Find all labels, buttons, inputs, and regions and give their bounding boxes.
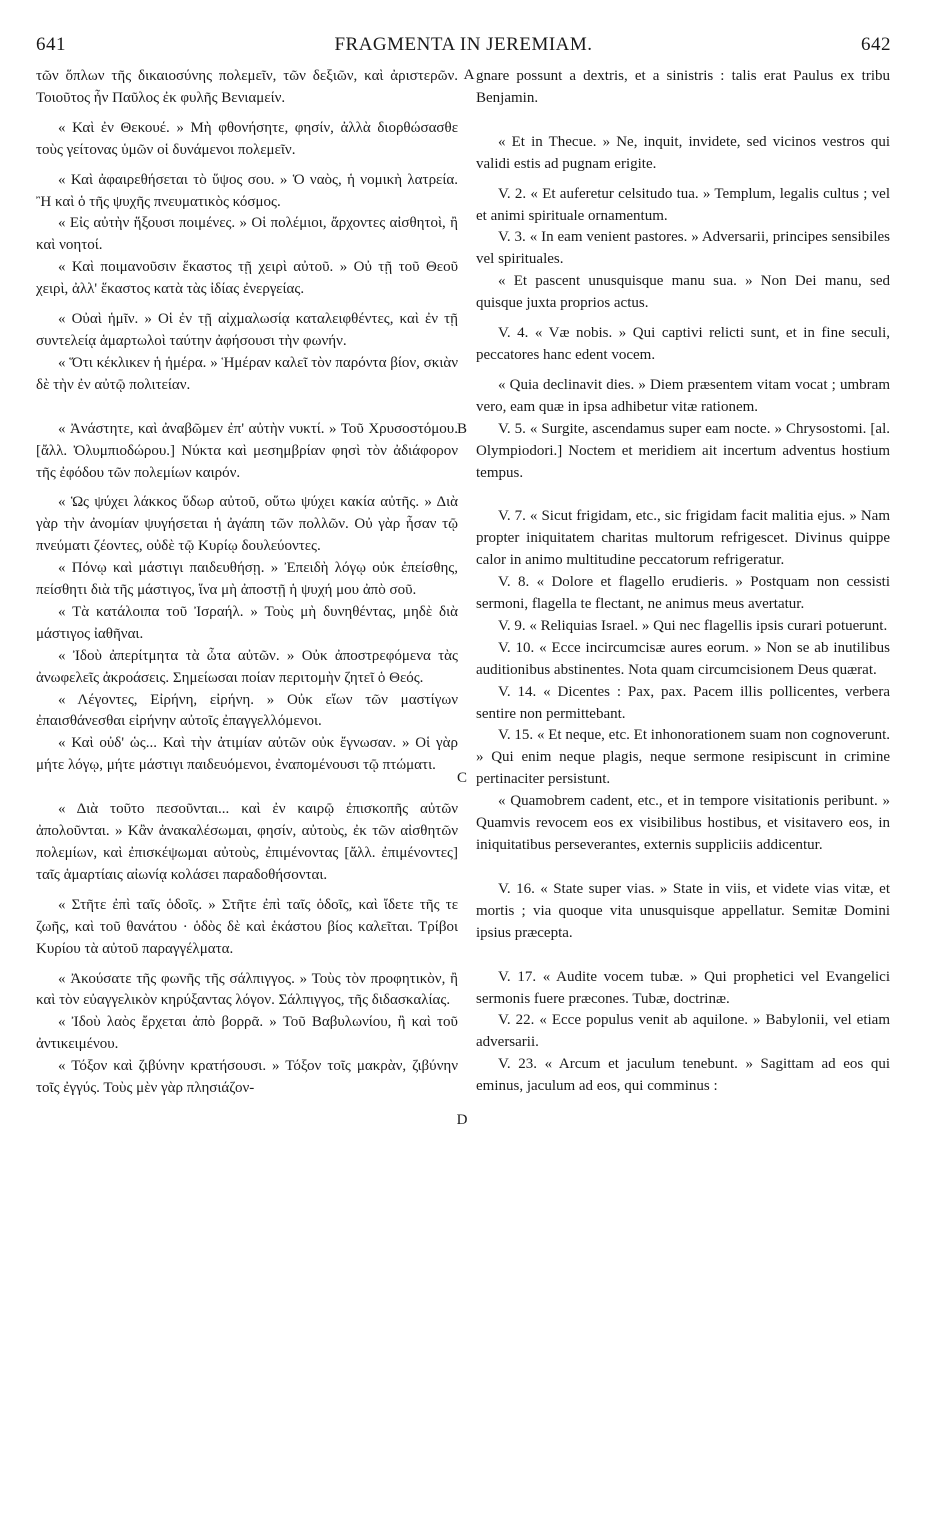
greek-paragraph: « Λέγοντες, Εἰρήνη, εἰρήνη. » Οὐκ εἴων τῶν μαστίγων ἐπαισθάνεσθαι εἰρήνην αὐτοῖς ἐπαγγελλόμενοι.	[36, 691, 458, 730]
latin-paragraph: V. 9. « Reliquias Israel. » Qui nec flagellis ipsis curari potuerunt.	[498, 617, 888, 634]
latin-paragraph: V. 2. « Et auferetur celsitudo tua. » Templum, legalis cultus ; vel et animi spirituale ornamentum.	[476, 185, 890, 224]
latin-paragraph: gnare possunt a dextris, et a sinistris : talis erat Paulus ex tribu Benjamin.	[476, 68, 890, 106]
latin-paragraph: V. 3. « In eam venient pastores. » Adversarii, principes sensibiles vel spirituales.	[476, 229, 890, 268]
greek-paragraph: « Οὐαὶ ἡμῖν. » Οἱ ἐν τῇ αἰχμαλωσίᾳ καταλειφθέντες, καὶ ἐν τῇ συντελείᾳ ἁμαρτωλοὶ ταύτην ἀφήσουσι τὴν φωνήν.	[36, 311, 458, 349]
greek-paragraph: « Πόνῳ καὶ μάστιγι παιδευθήσῃ. » Ἐπειδὴ λόγῳ οὐκ ἐπείσθης, πείσθητι διὰ τῆς μάστιγος, ἵνα μὴ ἀποστῇ ἡ ψυχή μου ἀπὸ σοῦ.	[36, 560, 458, 599]
greek-paragraph: τῶν ὅπλων τῆς δικαιοσύνης πολεμεῖν, τῶν δεξιῶν, καὶ ἀριστερῶν. Τοιοῦτος ἦν Παῦλος ἐκ φυλῆς Βενιαμείν.	[36, 68, 458, 106]
greek-paragraph: « Ὡς ψύχει λάκκος ὕδωρ αὐτοῦ, οὕτω ψύχει κακία αὐτῆς. » Διὰ γὰρ τὴν ἀνομίαν ψυγήσεται ἡ ἀγάπη τῶν πολλῶν. Οὐ γὰρ ἦσαν τῷ πνεύματι ζέοντες, οὐδὲ τῷ Κυρίῳ δουλεύοντες.	[36, 494, 458, 555]
latin-paragraph: « Quia declinavit dies. » Diem præsentem vitam vocat ; umbram vero, eam quæ in ipsa adhibetur vitæ rationem.	[476, 376, 890, 415]
latin-paragraph: « Et pascent unusquisque manu sua. » Non Dei manu, sed quisque juxta proprios actus.	[476, 273, 890, 312]
page-title: FRAGMENTA IN JEREMIAM.	[334, 34, 593, 55]
margin-letter-c: C	[456, 770, 467, 786]
latin-paragraph: « Et in Thecue. » Ne, inquit, invidete, sed vicinos vestros qui validi estis ad pugnam erigite.	[476, 133, 890, 172]
latin-paragraph: V. 7. « Sicut frigidam, etc., sic frigidam facit malitia ejus. » Nam propter iniquitatem charitas multorum refrigescet. Divinus quippe calor in animo multitudine peccatorum refrigeratur.	[476, 508, 890, 569]
greek-paragraph: « Ὅτι κέκλικεν ἡ ἡμέρα. » Ἡμέραν καλεῖ τὸν παρόντα βίον, σκιὰν δὲ τὴν ἐν αὐτῷ πολιτείαν.	[36, 354, 458, 393]
greek-paragraph: « Καὶ ποιμανοῦσιν ἕκαστος τῇ χειρὶ αὐτοῦ. » Οὐ τῇ τοῦ Θεοῦ χειρὶ, ἀλλ' ἕκαστος κατὰ τὰς ἰδίας ἐνεργείας.	[36, 259, 458, 298]
greek-paragraph: « Καὶ οὐδ' ὡς... Καὶ τὴν ἀτιμίαν αὐτῶν οὐκ ἔγνωσαν. » Οἱ γὰρ μήτε λόγῳ, μήτε μάστιγι παιδευόμενοι, ἐναπομένουσι τῷ πτώματι.	[36, 735, 458, 774]
latin-paragraph: V. 23. « Arcum et jaculum tenebunt. » Sagittam ad eos qui eminus, jaculum ad eos, qui comminus :	[476, 1056, 890, 1095]
running-header	[36, 34, 891, 62]
greek-paragraph: « Ἀκούσατε τῆς φωνῆς τῆς σάλπιγγος. » Τοὺς τὸν προφητικὸν, ἢ καὶ τὸν εὐαγγελικὸν κηρύξαντας λόγον. Σάλπιγγος, τῆς διδασκαλίας.	[36, 970, 458, 1009]
latin-paragraph: V. 14. « Dicentes : Pax, pax. Pacem illis pollicentes, verbera sentire non permittebant.	[476, 683, 890, 722]
right-page-number: 642	[861, 34, 891, 55]
latin-paragraph: V. 10. « Ecce incircumcisæ aures eorum. » Non se ab inutilibus auditionibus abstinentes. Nota quam circumcisionem Deus quærat.	[476, 639, 890, 678]
latin-paragraph: « Quamobrem cadent, etc., et in tempore visitationis peribunt. » Quamvis revocem eos ex visibilibus hostibus, et visitavero eos, in iniquitatibus perseverantes, externis suppliciis addicentur.	[476, 793, 890, 853]
greek-paragraph: « Τόξον καὶ ζιβύνην κρατήσουσι. » Τόξον τοῖς μακρὰν, ζιβύνην τοῖς ἐγγύς. Τοὺς μὲν γὰρ πλησιάζον-	[36, 1058, 458, 1097]
greek-paragraph: « Διὰ τοῦτο πεσοῦνται... καὶ ἐν καιρῷ ἐπισκοπῆς αὐτῶν ἀπολοῦνται. » Κἂν ἀνακαλέσωμαι, φησίν, αὐτοὺς, ἐκ τῶν αἰσθητῶν πολεμίων, καὶ ἐπισκέψωμαι αὐτοὺς, ἐπιμένοντας [ἄλλ. ἐπιμένοντες] ταῖς ἁμαρτίαις αἰωνίᾳ κολάσει παραδοθήσονται.	[36, 801, 458, 883]
margin-letter-b: B	[456, 421, 467, 437]
latin-paragraph: V. 17. « Audite vocem tubæ. » Qui prophetici vel Evangelici sermonis fuere præcones. Tubæ, doctrinæ.	[476, 968, 890, 1007]
greek-paragraph: « Καὶ ἀφαιρεθήσεται τὸ ὕψος σου. » Ὁ ναὸς, ἡ νομικὴ λατρεία. Ἢ καὶ ὁ τῆς ψυχῆς πνευματικὸς κόσμος.	[36, 171, 458, 210]
greek-paragraph: « Τὰ κατάλοιπα τοῦ Ἰσραήλ. » Τοὺς μὴ δυνηθέντας, μηδὲ διὰ μάστιγος ἰαθῆναι.	[36, 603, 458, 642]
margin-letter-a: A	[463, 67, 475, 83]
margin-letter-d: D	[456, 1112, 468, 1128]
latin-paragraph: V. 22. « Ecce populus venit ab aquilone. » Babylonii, vel etiam adversarii.	[476, 1012, 890, 1051]
left-page-number: 641	[36, 34, 66, 55]
greek-paragraph: « Ἰδοὺ ἀπερίτμητα τὰ ὦτα αὐτῶν. » Οὐκ ἀποστρεφόμενα τὰς ἀνωφελεῖς ἀκροάσεις. Σημείωσαι ποίαν περιτομὴν ζητεῖ ὁ Θεός.	[36, 647, 458, 686]
greek-paragraph: « Ἰδοὺ λαὸς ἔρχεται ἀπὸ βορρᾶ. » Τοῦ Βαβυλωνίου, ἢ καὶ τοῦ ἀντικειμένου.	[36, 1014, 458, 1053]
greek-column	[36, 66, 458, 1100]
latin-paragraph: V. 8. « Dolore et flagello erudieris. » Postquam non cessisti sermoni, flagella te flectant, ne animus meus avertatur.	[476, 574, 890, 613]
latin-paragraph: V. 16. « State super vias. » State in viis, et videte vias vitæ, et mortis ; via quoque vita unusquisque appellatur. Semitæ Domini ipsius præcepta.	[476, 880, 890, 941]
latin-column	[476, 66, 890, 1098]
greek-paragraph: « Ἀνάστητε, καὶ ἀναβῶμεν ἐπ' αὐτὴν νυκτί. » Τοῦ Χρυσοστόμου. [ἄλλ. Ὀλυμπιοδώρου.] Νύκτα καὶ μεσημβρίαν φησὶ τὸν ἀδιάφορον τῆς ἐφόδου τῶν πολεμίων καιρόν.	[36, 420, 458, 481]
greek-paragraph: « Εἰς αὐτὴν ἥξουσι ποιμένες. » Οἱ πολέμιοι, ἄρχοντες αἰσθητοὶ, ἢ καὶ νοητοί.	[36, 215, 458, 254]
greek-paragraph: « Στῆτε ἐπὶ ταῖς ὁδοῖς. » Στῆτε ἐπὶ ταῖς ὁδοῖς, καὶ ἴδετε τῆς τε ζωῆς, καὶ τοῦ θανάτου · ὁδὸς δὲ καὶ ἑκάστου βίος καλεῖται. Τρίβοι Κυρίου τὰ αὐτοῦ παραγγέλματα.	[36, 896, 458, 957]
greek-paragraph: « Καὶ ἐν Θεκουέ. » Μὴ φθονήσητε, φησίν, ἀλλὰ διορθώσασθε τοὺς γείτονας ὑμῶν οἱ δυνάμενοι πολεμεῖν.	[36, 119, 458, 158]
latin-paragraph: V. 15. « Et neque, etc. Et inhonorationem suam non cognoverunt. » Qui enim neque plagis, neque sermone resipiscunt in crimine pertinaciter persistunt.	[476, 727, 890, 788]
latin-paragraph: V. 4. « Væ nobis. » Qui captivi relicti sunt, et in fine seculi, peccatores hanc edent vocem.	[476, 325, 890, 363]
latin-paragraph: V. 5. « Surgite, ascendamus super eam nocte. » Chrysostomi. [al. Olympiodori.] Noctem et meridiem ait incertum adventus hostium tempus.	[476, 420, 890, 481]
